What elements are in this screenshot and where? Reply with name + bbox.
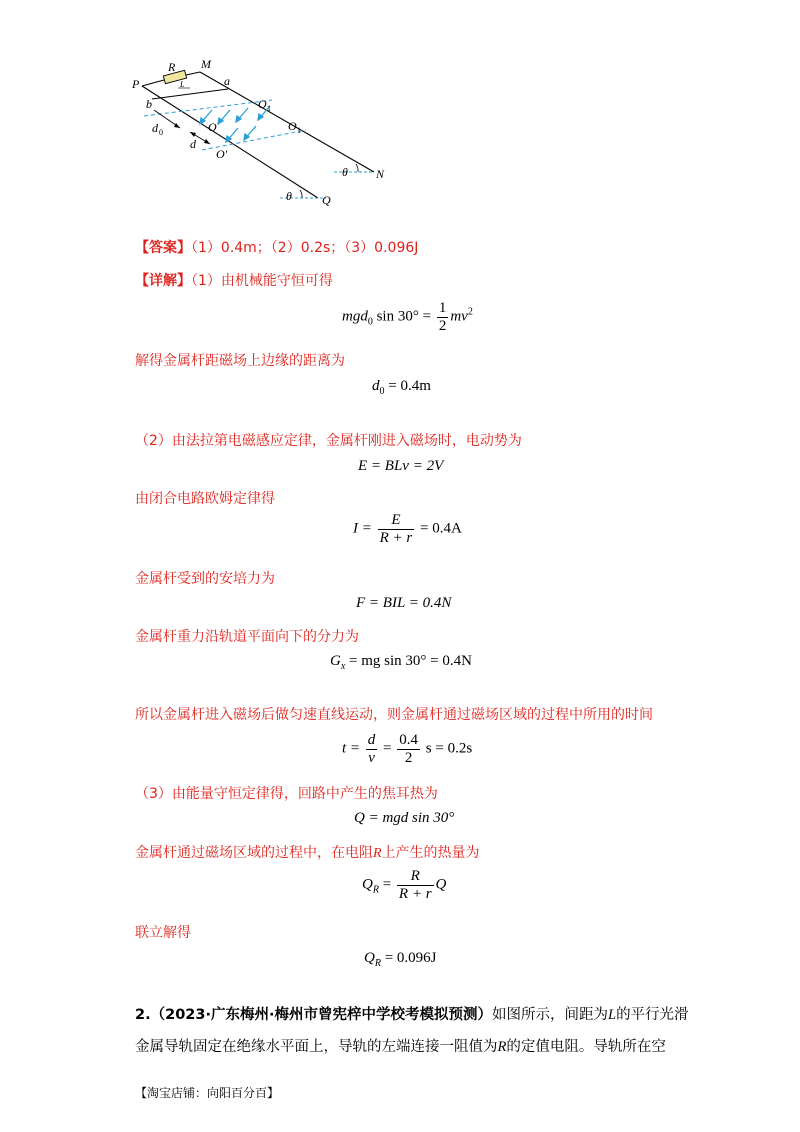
detail-p8: （3）由能量守恒定律得，回路中产生的焦耳热为 [135,786,438,802]
detail-p7: 所以金属杆进入磁场后做匀速直线运动，则金属杆通过磁场区域的过程中所用的时间 [135,707,653,723]
equation-4: I = $\frac{E}{R + r}$ = 0.4A [353,512,462,546]
label-M: M [201,58,211,71]
equation-6: $G_x$ = mg sin 30° = 0.4N [330,653,472,672]
label-d: d [190,137,196,151]
label-O1p: O [288,119,297,133]
detail-p10: 联立解得 [135,925,191,941]
label-Q: Q [322,193,331,207]
equation-2: $d_0 = 0.4m$ [372,378,431,397]
detail-p5: 金属杆受到的安培力为 [135,571,275,587]
equation-10: $Q_R = 0.096J$ [364,950,437,969]
detail-p3: （2）由法拉第电磁感应定律，金属杆刚进入磁场时，电动势为 [135,433,522,449]
label-O: O [208,120,217,134]
label-theta-Q: θ [286,189,292,203]
equation-8: Q = mgd sin 30° [354,810,455,826]
equation-1: mgd$_0$ sin 30° = $\frac{1}{2}$ $mv^2$ [342,300,473,334]
equation-3: E = BLv = 2V [358,458,444,474]
label-O1p-sub: 1 [297,126,301,135]
detail-tag: 【详解】 [135,273,191,289]
label-d0: d [152,121,158,135]
question-2-line-1: 2.（2023·广东梅州·梅州市曾宪梓中学校考模拟预测）如图所示，间距为L的平行光滑 [135,1007,689,1023]
detail-p6: 金属杆重力沿轨道平面向下的分力为 [135,629,359,645]
detail-p2: 解得金属杆距磁场上边缘的距离为 [135,353,345,369]
label-d0-sub: 0 [159,128,163,137]
answer-tag: 【答案】 [135,240,191,256]
label-theta-N: θ [342,165,348,179]
detail-p4: 由闭合电路欧姆定律得 [135,491,275,507]
label-O1: O [258,97,267,111]
detail-p1: （1）由机械能守恒可得 [191,273,333,289]
label-R: R [168,60,176,74]
equation-7: t = $\frac{d}{v}$ = $\frac{0.4}{2}$ s = 0.2s [342,732,473,766]
rod-ab [152,89,228,99]
label-a: a [224,74,230,88]
label-P: P [132,77,140,91]
equation-5: F = BIL = 0.4N [356,595,452,611]
rail-diagram [130,58,400,208]
rail-PQ [142,86,318,198]
equation-9: $Q_R$ = $\frac{R}{R + r}$ Q [362,868,447,902]
detail-p9: 金属杆通过磁场区域的过程中，在电阻R上产生的热量为 [135,845,480,861]
answer-text: （1）0.4m；（2）0.2s；（3）0.096J [191,240,419,256]
label-N: N [376,167,385,181]
answer-line [135,237,418,257]
label-L: L [180,80,185,89]
label-Op: O' [216,147,228,161]
footer: 【淘宝店铺：向阳百分百】 [135,1086,280,1100]
detail-line [135,270,333,290]
label-O1-sub: 1 [267,104,271,113]
label-b: b [146,97,152,111]
question-2-line-2: 金属导轨固定在绝缘水平面上，导轨的左端连接一阻值为R的定值电阻。导轨所在空 [135,1039,666,1055]
